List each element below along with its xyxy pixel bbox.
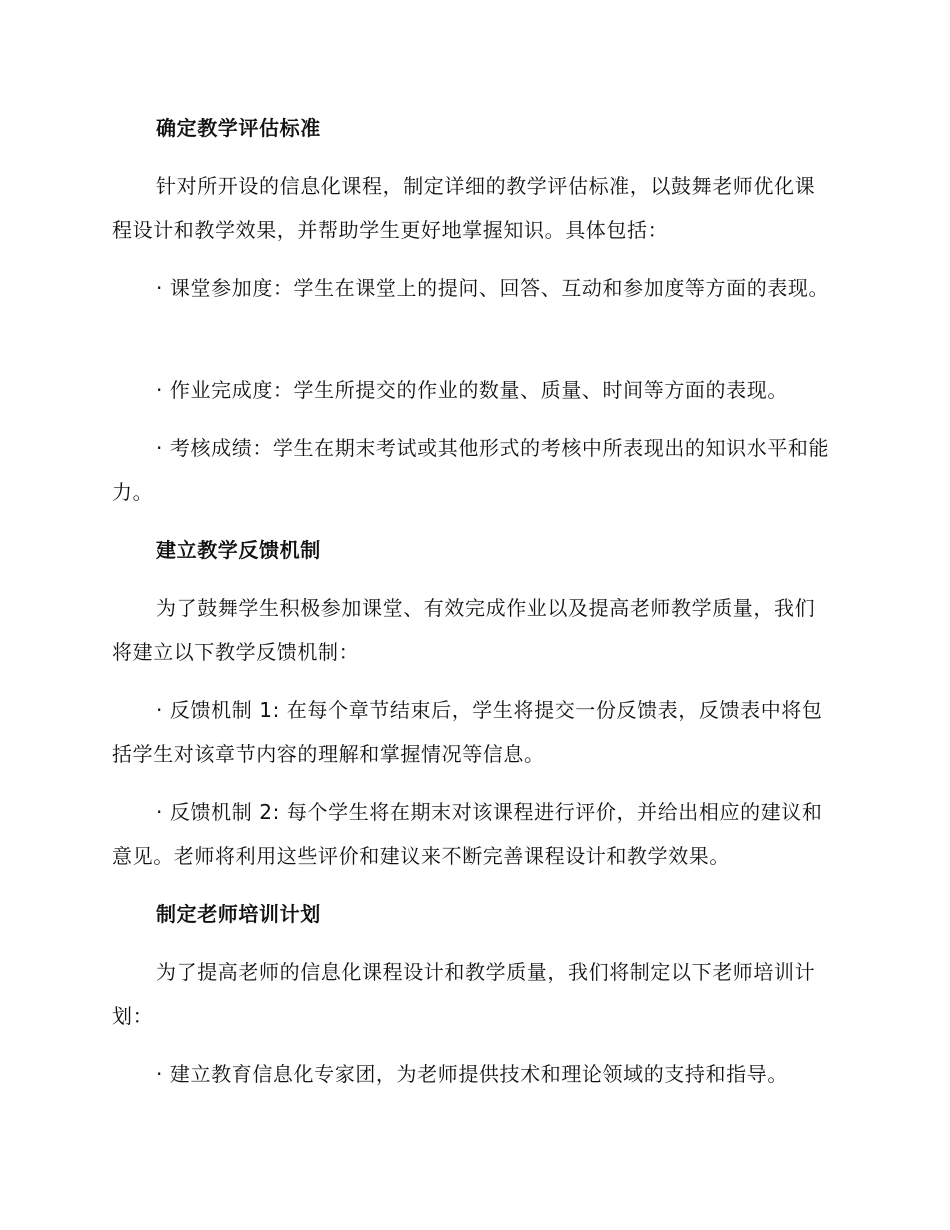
paragraph: 为了鼓舞学生积极参加课堂、有效完成作业以及提高老师教学质量，我们将建立以下教学反馈机制： xyxy=(112,596,816,664)
paragraph: 为了提高老师的信息化课程设计和教学质量，我们将制定以下老师培训计划： xyxy=(112,960,816,1028)
paragraph: 针对所开设的信息化课程，制定详细的教学评估标准，以鼓舞老师优化课程设计和教学效果，并帮助学生更好地掌握知识。具体包括： xyxy=(112,174,816,242)
section-heading: 确定教学评估标准 xyxy=(156,116,321,140)
bullet-item: · 反馈机制 1: 在每个章节结束后，学生将提交一份反馈表，反馈表中将包括学生对该章节内容的理解和掌握情况等信息。 xyxy=(112,698,823,766)
bullet-item: · 作业完成度：学生所提交的作业的数量、质量、时间等方面的表现。 xyxy=(156,378,788,402)
bullet-item: · 反馈机制 2: 每个学生将在期末对该课程进行评价，并给出相应的建议和意见。老师将利用这些评价和建议来不断完善课程设计和教学效果。 xyxy=(112,800,823,868)
bullet-item: · 考核成绩：学生在期末考试或其他形式的考核中所表现出的知识水平和能力。 xyxy=(112,436,830,504)
bullet-item: · 课堂参加度：学生在课堂上的提问、回答、互动和参加度等方面的表现。 xyxy=(156,276,830,300)
section-heading: 制定老师培训计划 xyxy=(156,902,321,926)
section-heading: 建立教学反馈机制 xyxy=(156,538,321,562)
bullet-item: · 建立教育信息化专家团，为老师提供技术和理论领域的支持和指导。 xyxy=(156,1062,788,1086)
